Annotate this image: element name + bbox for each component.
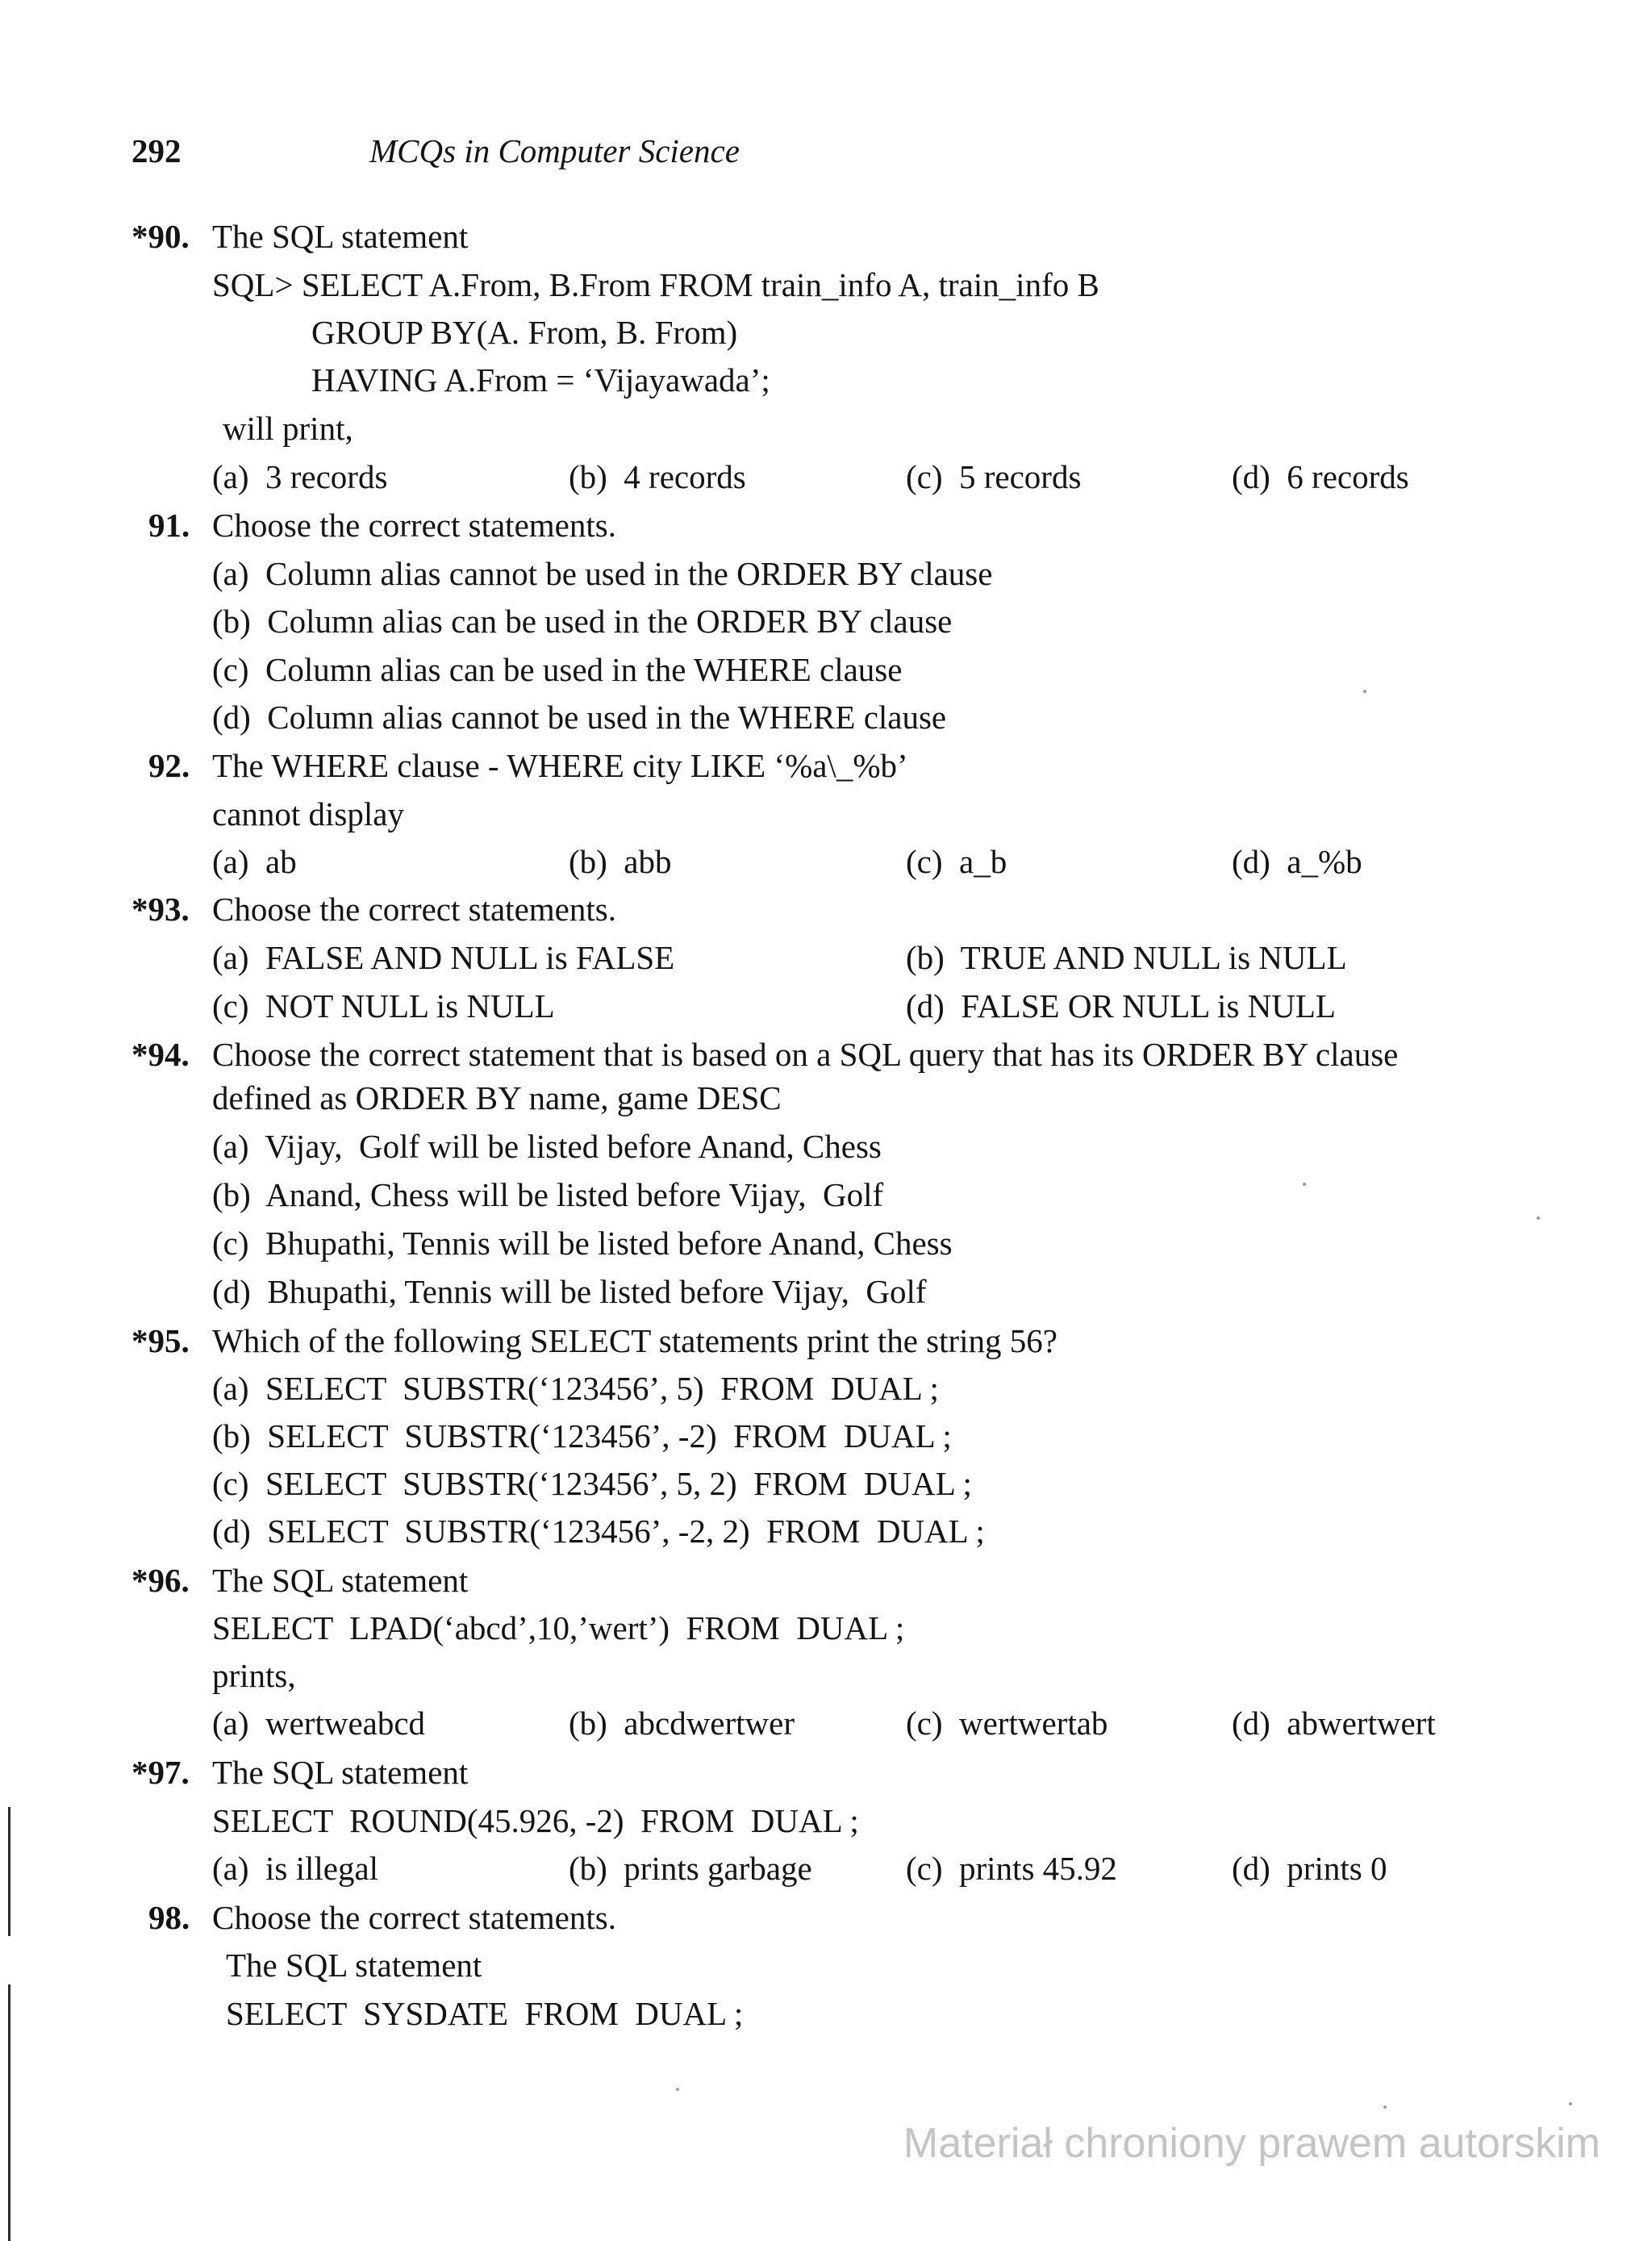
question-text: Which of the following SELECT statements print the string 56? [212, 1322, 1058, 1359]
question-number: *97. [131, 1754, 190, 1791]
question-number: *93. [131, 891, 190, 928]
question-text: The WHERE clause - WHERE city LIKE ‘%a\_%b’ [212, 747, 908, 784]
answer-option: (c) wertwertab [906, 1705, 1108, 1742]
scan-speck [1363, 690, 1366, 693]
answer-option: (d) 6 records [1232, 458, 1409, 495]
scan-speck [1303, 1183, 1306, 1186]
scan-margin-line [8, 1984, 10, 2241]
question-number: *94. [131, 1036, 190, 1073]
answer-option: (a) FALSE AND NULL is FALSE [212, 939, 675, 976]
question-text: will print, [223, 410, 353, 447]
scan-speck [1537, 1216, 1540, 1220]
question-number: *95. [131, 1322, 190, 1359]
question-text: Choose the correct statements. [212, 1899, 616, 1936]
running-head-title: MCQs in Computer Science [369, 132, 740, 169]
answer-option: (a) Vijay, Golf will be listed before Anand, Chess [212, 1128, 882, 1165]
question-text: Choose the correct statements. [212, 507, 616, 544]
answer-option: (b) 4 records [569, 458, 746, 495]
question-number: 91. [148, 507, 190, 544]
answer-option: (d) Bhupathi, Tennis will be listed before Vijay, Golf [212, 1273, 927, 1310]
question-text: Choose the correct statement that is based on a SQL query that has its ORDER BY clause [212, 1036, 1399, 1073]
sql-code-line: SELECT LPAD(‘abcd’,10,’wert’) FROM DUAL ; [212, 1609, 905, 1646]
answer-option: (b) abcdwertwer [569, 1705, 795, 1742]
answer-option: (b) TRUE AND NULL is NULL [906, 939, 1347, 976]
answer-option: (c) a_b [906, 843, 1007, 880]
question-text: defined as ORDER BY name, game DESC [212, 1079, 782, 1116]
answer-option: (a) wertweabcd [212, 1705, 426, 1742]
answer-option: (a) is illegal [212, 1850, 379, 1887]
sql-code-line: SELECT ROUND(45.926, -2) FROM DUAL ; [212, 1802, 859, 1839]
scan-margin-line [8, 1807, 10, 1936]
question-number: 98. [148, 1899, 190, 1936]
question-number: *96. [131, 1562, 190, 1599]
question-text: The SQL statement [212, 1754, 469, 1791]
question-text: Choose the correct statements. [212, 891, 616, 928]
answer-option: (a) Column alias cannot be used in the ORDER BY clause [212, 555, 993, 592]
sql-code-line: SQL> SELECT A.From, B.From FROM train_info A, train_info B [212, 266, 1099, 303]
answer-option: (a) 3 records [212, 458, 388, 495]
question-text: cannot display [212, 795, 404, 833]
sql-code-line: SELECT SYSDATE FROM DUAL ; [226, 1995, 744, 2032]
answer-option: (d) SELECT SUBSTR(‘123456’, -2, 2) FROM DUAL ; [212, 1513, 985, 1550]
answer-option: (b) SELECT SUBSTR(‘123456’, -2) FROM DUAL ; [212, 1417, 952, 1454]
answer-option: (d) FALSE OR NULL is NULL [906, 987, 1336, 1025]
question-number: 92. [148, 747, 190, 784]
sql-code-line: GROUP BY(A. From, B. From) [311, 314, 738, 351]
question-text: The SQL statement [226, 1947, 482, 1984]
copyright-watermark: Materiał chroniony prawem autorskim [903, 2120, 1600, 2167]
answer-option: (c) SELECT SUBSTR(‘123456’, 5, 2) FROM DUAL ; [212, 1465, 972, 1502]
answer-option: (a) ab [212, 843, 297, 880]
answer-option: (a) SELECT SUBSTR(‘123456’, 5) FROM DUAL ; [212, 1370, 939, 1407]
answer-option: (d) abwertwert [1232, 1705, 1436, 1742]
scan-speck [676, 2088, 679, 2091]
answer-option: (d) prints 0 [1232, 1850, 1387, 1887]
scan-speck [1569, 2102, 1572, 2105]
answer-option: (b) prints garbage [569, 1850, 812, 1887]
question-text: The SQL statement [212, 1562, 469, 1599]
answer-option: (b) Column alias can be used in the ORDER BY clause [212, 603, 953, 640]
question-text: prints, [212, 1657, 296, 1694]
answer-option: (c) NOT NULL is NULL [212, 987, 555, 1025]
answer-option: (c) 5 records [906, 458, 1082, 495]
page-number: 292 [131, 132, 181, 169]
answer-option: (b) Anand, Chess will be listed before Vijay, Golf [212, 1176, 884, 1213]
answer-option: (c) prints 45.92 [906, 1850, 1117, 1887]
sql-code-line: HAVING A.From = ‘Vijayawada’; [311, 361, 770, 399]
scan-speck [1383, 2105, 1387, 2109]
answer-option: (d) Column alias cannot be used in the WHERE clause [212, 699, 947, 736]
question-number: *90. [131, 218, 190, 255]
answer-option: (d) a_%b [1232, 843, 1362, 880]
question-text: The SQL statement [212, 218, 469, 255]
answer-option: (c) Column alias can be used in the WHERE clause [212, 651, 903, 688]
answer-option: (c) Bhupathi, Tennis will be listed before Anand, Chess [212, 1225, 953, 1262]
answer-option: (b) abb [569, 843, 672, 880]
